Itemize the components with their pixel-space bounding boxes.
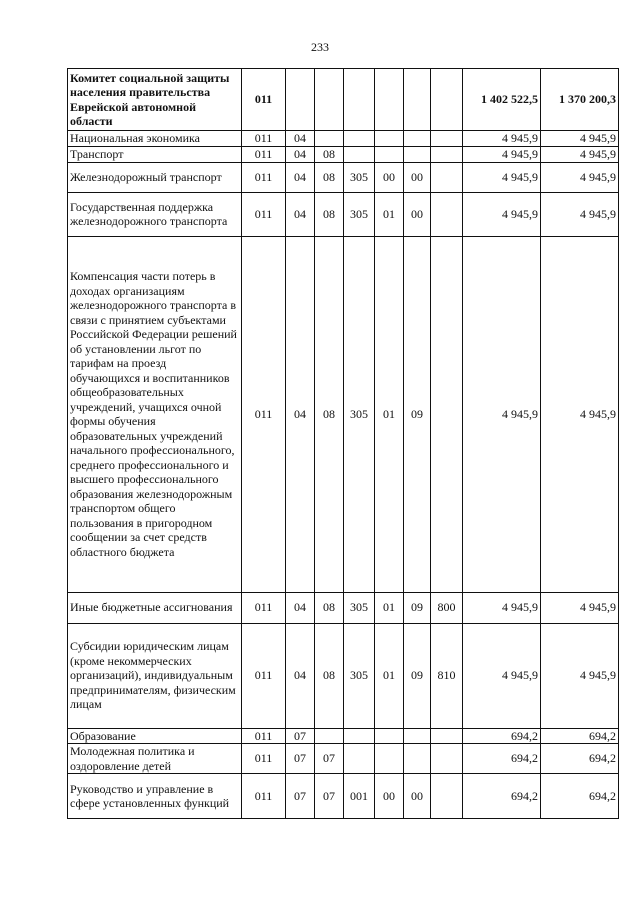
subsection-code: 08: [315, 162, 344, 192]
target-article-part2: [375, 728, 404, 744]
target-article-part2: 01: [375, 236, 404, 592]
target-article-part1: 305: [344, 236, 375, 592]
subsection-code: [315, 69, 344, 131]
expense-type-code: [431, 744, 463, 774]
expense-type-code: [431, 69, 463, 131]
amount-year-1: 4 945,9: [463, 192, 541, 236]
ministry-code: 011: [242, 728, 286, 744]
section-code: 04: [286, 236, 315, 592]
row-name: Комитет социальной защиты населения правительства Еврейской автономной области: [68, 69, 242, 131]
target-article-part2: 00: [375, 162, 404, 192]
ministry-code: 011: [242, 236, 286, 592]
target-article-part2: 01: [375, 623, 404, 728]
row-name: Субсидии юридическим лицам (кроме некоммерческих организаций), индивидуальным предпринимателям, физическим лицам: [68, 623, 242, 728]
amount-year-2: 1 370 200,3: [541, 69, 619, 131]
target-article-part3: [404, 744, 431, 774]
section-code: 04: [286, 131, 315, 147]
row-name: Молодежная политика и оздоровление детей: [68, 744, 242, 774]
target-article-part3: 00: [404, 162, 431, 192]
subsection-code: 07: [315, 744, 344, 774]
table-row: [68, 236, 619, 592]
target-article-part1: 001: [344, 774, 375, 819]
row-name: Национальная экономика: [68, 131, 242, 147]
amount-year-2: 4 945,9: [541, 147, 619, 163]
subsection-code: [315, 131, 344, 147]
amount-year-2: 4 945,9: [541, 623, 619, 728]
section-code: 04: [286, 147, 315, 163]
target-article-part1: [344, 147, 375, 163]
target-article-part1: 305: [344, 623, 375, 728]
amount-year-2: 694,2: [541, 728, 619, 744]
row-name: Иные бюджетные ассигнования: [68, 592, 242, 623]
row-name: Железнодорожный транспорт: [68, 162, 242, 192]
subsection-code: 07: [315, 774, 344, 819]
row-name: Транспорт: [68, 147, 242, 163]
target-article-part2: [375, 744, 404, 774]
amount-year-2: 4 945,9: [541, 131, 619, 147]
ministry-code: 011: [242, 774, 286, 819]
section-code: 07: [286, 728, 315, 744]
section-code: 04: [286, 592, 315, 623]
target-article-part2: 01: [375, 592, 404, 623]
page-number: 233: [311, 40, 329, 54]
budget-table: [67, 68, 619, 819]
target-article-part2: [375, 69, 404, 131]
subsection-code: 08: [315, 236, 344, 592]
subsection-code: 08: [315, 623, 344, 728]
ministry-code: 011: [242, 623, 286, 728]
ministry-code: 011: [242, 192, 286, 236]
table-row: [68, 774, 619, 819]
section-code: [286, 69, 315, 131]
target-article-part3: 09: [404, 592, 431, 623]
target-article-part3: 00: [404, 192, 431, 236]
target-article-part3: [404, 728, 431, 744]
amount-year-2: 4 945,9: [541, 192, 619, 236]
table-row: [68, 192, 619, 236]
target-article-part3: [404, 147, 431, 163]
expense-type-code: [431, 192, 463, 236]
amount-year-1: 4 945,9: [463, 236, 541, 592]
amount-year-1: 694,2: [463, 744, 541, 774]
row-name: Государственная поддержка железнодорожного транспорта: [68, 192, 242, 236]
ministry-code: 011: [242, 744, 286, 774]
table-row: [68, 131, 619, 147]
amount-year-1: 4 945,9: [463, 131, 541, 147]
ministry-code: 011: [242, 162, 286, 192]
ministry-code: 011: [242, 147, 286, 163]
table-row: [68, 147, 619, 163]
section-code: 07: [286, 744, 315, 774]
target-article-part3: 00: [404, 774, 431, 819]
subsection-code: 08: [315, 192, 344, 236]
target-article-part1: 305: [344, 192, 375, 236]
section-code: 04: [286, 162, 315, 192]
expense-type-code: [431, 774, 463, 819]
target-article-part1: [344, 728, 375, 744]
row-name: Образование: [68, 728, 242, 744]
table-row: [68, 162, 619, 192]
table-row: [68, 69, 619, 131]
target-article-part2: 01: [375, 192, 404, 236]
target-article-part1: [344, 131, 375, 147]
amount-year-2: 694,2: [541, 744, 619, 774]
amount-year-1: 694,2: [463, 728, 541, 744]
target-article-part3: 09: [404, 623, 431, 728]
amount-year-1: 4 945,9: [463, 147, 541, 163]
table-row: [68, 623, 619, 728]
target-article-part3: [404, 131, 431, 147]
target-article-part2: [375, 131, 404, 147]
section-code: 07: [286, 774, 315, 819]
row-name: Руководство и управление в сфере установленных функций: [68, 774, 242, 819]
expense-type-code: 800: [431, 592, 463, 623]
expense-type-code: [431, 162, 463, 192]
amount-year-2: 4 945,9: [541, 162, 619, 192]
target-article-part2: 00: [375, 774, 404, 819]
subsection-code: 08: [315, 147, 344, 163]
amount-year-1: 4 945,9: [463, 162, 541, 192]
target-article-part2: [375, 147, 404, 163]
amount-year-1: 4 945,9: [463, 623, 541, 728]
amount-year-2: 694,2: [541, 774, 619, 819]
target-article-part1: [344, 744, 375, 774]
ministry-code: 011: [242, 69, 286, 131]
section-code: 04: [286, 623, 315, 728]
amount-year-1: 1 402 522,5: [463, 69, 541, 131]
amount-year-2: 4 945,9: [541, 236, 619, 592]
target-article-part1: [344, 69, 375, 131]
target-article-part3: [404, 69, 431, 131]
section-code: 04: [286, 192, 315, 236]
table-row: [68, 744, 619, 774]
target-article-part1: 305: [344, 162, 375, 192]
expense-type-code: [431, 728, 463, 744]
expense-type-code: [431, 147, 463, 163]
expense-type-code: [431, 236, 463, 592]
amount-year-2: 4 945,9: [541, 592, 619, 623]
target-article-part3: 09: [404, 236, 431, 592]
ministry-code: 011: [242, 131, 286, 147]
amount-year-1: 694,2: [463, 774, 541, 819]
row-name: Компенсация части потерь в доходах организациям железнодорожного транспорта в связи с принятием субъектами Российской Федерации решений об установлении льгот по тарифам на проезд обучающихся и воспитанников общеобразовательных учреждений, учащихся очной формы обучения образовательных учреждений начального профессионального, среднего профессионального и высшего профессионального образования железнодорожным транспортом общего пользования в пригородном сообщении за счет средств областного бюджета: [68, 236, 242, 592]
amount-year-1: 4 945,9: [463, 592, 541, 623]
subsection-code: 08: [315, 592, 344, 623]
target-article-part1: 305: [344, 592, 375, 623]
expense-type-code: [431, 131, 463, 147]
table-row: [68, 592, 619, 623]
expense-type-code: 810: [431, 623, 463, 728]
subsection-code: [315, 728, 344, 744]
ministry-code: 011: [242, 592, 286, 623]
table-row: [68, 728, 619, 744]
